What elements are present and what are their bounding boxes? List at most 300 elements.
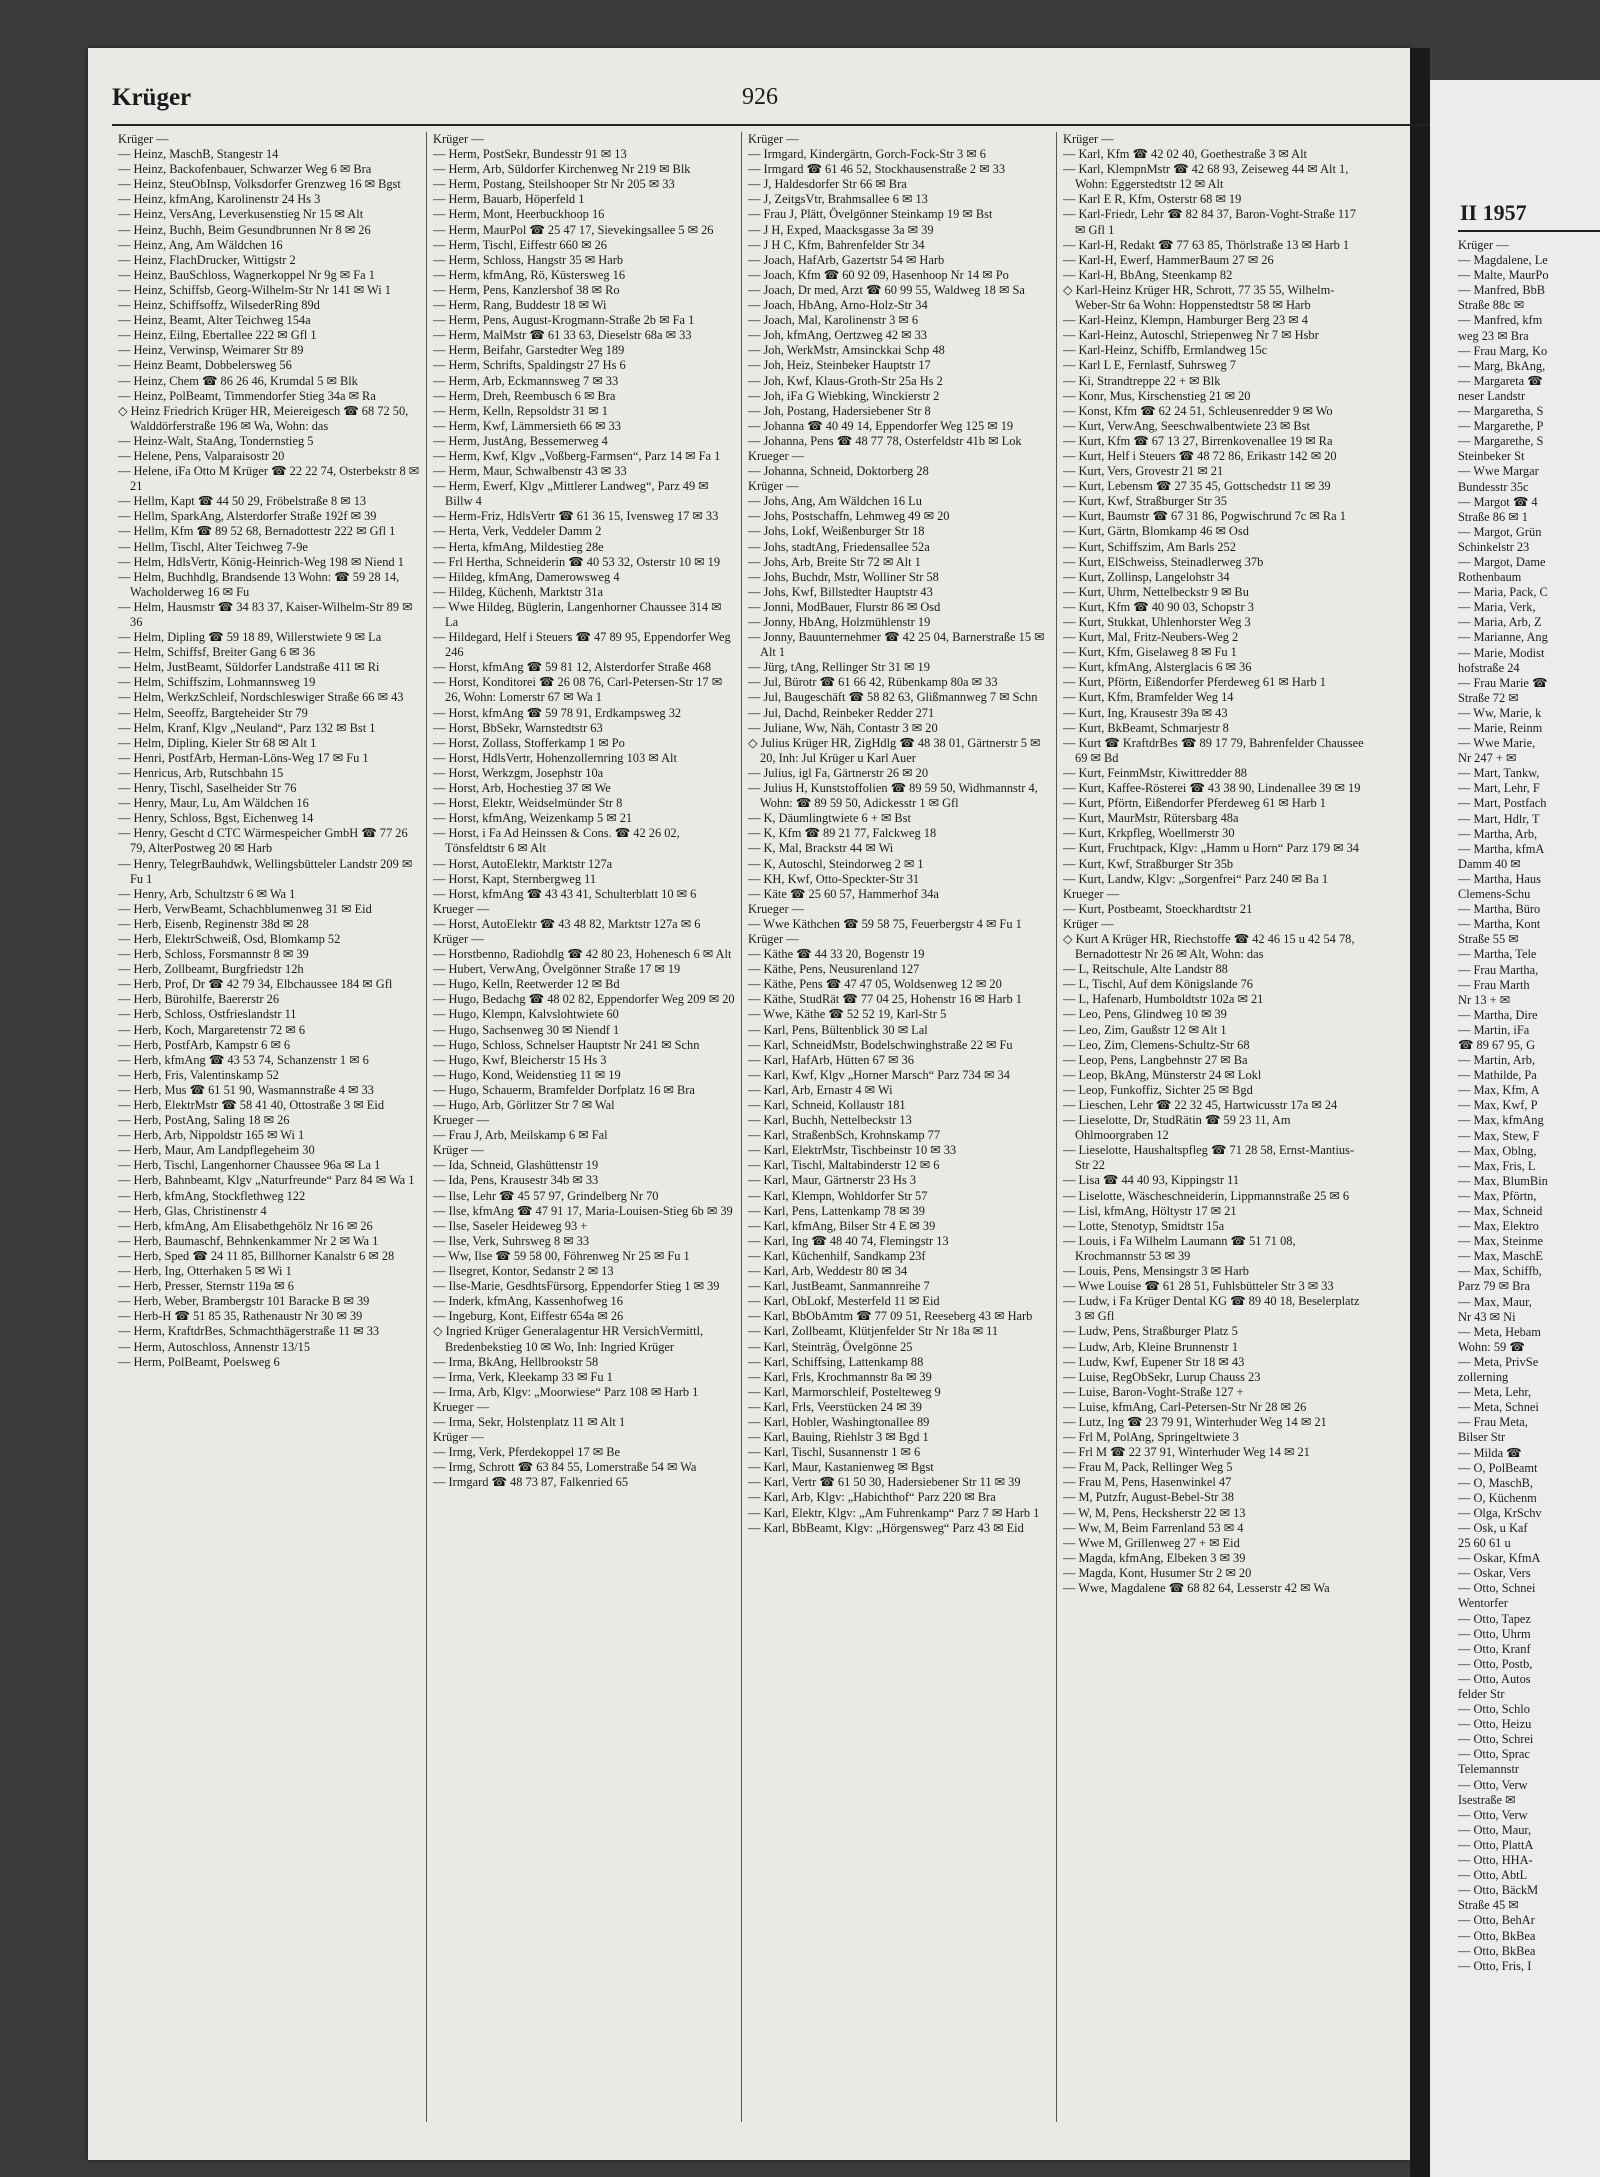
directory-entry: — Kurt, Baumstr ☎ 67 31 86, Pogwischrund 7c ✉ Ra 1	[1063, 509, 1346, 524]
directory-entry: — Jul, Bürotr ☎ 61 66 42, Rübenkamp 80a ✉ 33	[748, 675, 998, 690]
directory-entry-fragment: — Meta, Schnei	[1458, 1400, 1539, 1415]
directory-entry: — Helm, HdlsVertr, König-Heinrich-Weg 198 ✉ Niend 1	[118, 554, 404, 569]
directory-entry: — Karl, Pens, Bültenblick 30 ✉ Lal	[748, 1022, 928, 1037]
directory-entry-fragment: Rothenbaum	[1458, 570, 1522, 585]
directory-entry: — Herm, KraftdrBes, Schmachthägerstraße 11 ✉ 33	[118, 1324, 380, 1339]
directory-entry-fragment: — Maria, Pack, C	[1458, 585, 1548, 600]
directory-entry: — Louis, Pens, Mensingstr 3 ✉ Harb	[1063, 1264, 1249, 1279]
directory-entry: Krüger —	[433, 132, 484, 146]
directory-entry: Krüger —	[748, 132, 799, 146]
directory-entry: — Kurt, ElSchweiss, Steinadlerweg 37b	[1063, 554, 1264, 569]
directory-entry-fragment: — Milda ☎	[1458, 1445, 1522, 1460]
directory-entry: — Heinz, Schiffsb, Georg-Wilhelm-Str Nr 141 ✉ Wi 1	[118, 282, 391, 297]
directory-entry: — Frau J, Arb, Meilskamp 6 ✉ Fal	[433, 1128, 608, 1143]
directory-entry: — Kurt, Kfm ☎ 40 90 03, Schopstr 3	[1063, 599, 1254, 614]
directory-entry: ◇ Ingried Krüger Generalagentur HR VersichVermittl, Bredenbekstieg 10 ✉ Wo, Inh: Ingried Krüger	[433, 1324, 704, 1354]
directory-entry: — Karl, Ing ☎ 48 40 74, Flemingstr 13	[748, 1233, 949, 1248]
directory-entry: — Karl, Maur, Kastanienweg ✉ Bgst	[748, 1460, 934, 1475]
directory-entry: — Horst, Kapt, Sternbergweg 11	[433, 871, 597, 886]
directory-entry-fragment: — O, MaschB,	[1458, 1475, 1534, 1490]
directory-entry-fragment: — Mart, Lehr, F	[1458, 781, 1540, 796]
directory-entry: — M, Putzfr, August-Bebel-Str 38	[1063, 1490, 1234, 1505]
directory-entry: — Herb, Schloss, Ostfrieslandstr 11	[118, 1007, 297, 1022]
directory-entry: — Hildeg, Küchenh, Marktstr 31a	[433, 584, 603, 599]
directory-entry-fragment: — Max, BlumBin	[1458, 1173, 1548, 1188]
directory-entry: — Karl-Heinz, Autoschl, Striepenweg Nr 7 ✉ Hsbr	[1063, 328, 1319, 343]
directory-entry: — Heinz, MaschB, Stangestr 14	[118, 147, 279, 162]
directory-entry: — Konr, Mus, Kirschenstieg 21 ✉ 20	[1063, 388, 1251, 403]
directory-entry: — Frau J, Plätt, Övelgönner Steinkamp 19 ✉ Bst	[748, 207, 993, 222]
directory-entry: — Herb, Tischl, Langenhorner Chaussee 96a ✉ La 1	[118, 1158, 381, 1173]
directory-entry: — Hellm, Kfm ☎ 89 52 68, Bernadottestr 222 ✉ Gfl 1	[118, 524, 396, 539]
directory-entry: — Karl, kfmAng, Bilser Str 4 E ✉ 39	[748, 1218, 936, 1233]
directory-entry-fragment: — Mart, Hdlr, T	[1458, 811, 1540, 826]
directory-entry: — Irma, BkAng, Hellbrookstr 58	[433, 1354, 599, 1369]
directory-entry: — Magda, kfmAng, Elbeken 3 ✉ 39	[1063, 1550, 1246, 1565]
directory-entry: — Kurt, FeinmMstr, Kiwittredder 88	[1063, 765, 1247, 780]
directory-entry-fragment: Straße 72 ✉	[1458, 690, 1519, 705]
directory-entry: — Karl, Kfm ☎ 42 02 40, Goethestraße 3 ✉ Alt	[1063, 147, 1307, 162]
directory-entry: — Karl, HafArb, Hütten 67 ✉ 36	[748, 1052, 914, 1067]
directory-entry: — Herb, Glas, Christinenstr 4	[118, 1203, 267, 1218]
directory-entry-fragment: Wentorfer	[1458, 1596, 1508, 1611]
directory-entry-fragment: — Max, Oblng,	[1458, 1143, 1537, 1158]
directory-entry: — Kurt, Kaffee-Rösterei ☎ 43 38 90, Lindenallee 39 ✉ 19	[1063, 781, 1361, 796]
directory-entry: — Herm, Beifahr, Garstedter Weg 189	[433, 343, 625, 358]
directory-entry: — Herm, MaurPol ☎ 25 47 17, Sievekingsallee 5 ✉ 26	[433, 222, 714, 237]
directory-entry: — Ww, M, Beim Farrenland 53 ✉ 4	[1063, 1520, 1244, 1535]
directory-entry: — Herb, VerwBeamt, Schachblumenweg 31 ✉ Eid	[118, 901, 372, 916]
directory-entry: — Herm, Arb, Eckmannsweg 7 ✉ 33	[433, 373, 619, 388]
directory-entry: — Herb, Ing, Otterhaken 5 ✉ Wi 1	[118, 1264, 292, 1279]
directory-entry: — Frau M, Pack, Rellinger Weg 5	[1063, 1460, 1233, 1475]
directory-entry: Krueger —	[433, 1113, 490, 1128]
directory-entry: — Johs, stadtAng, Friedensallee 52a	[748, 539, 930, 554]
column-3	[742, 132, 1057, 2122]
directory-entry: — Joach, HafArb, Gazertstr 54 ✉ Harb	[748, 252, 945, 267]
directory-entry-fragment: — Otto, HHA-	[1458, 1853, 1533, 1868]
directory-entry: — Henry, Arb, Schultzstr 6 ✉ Wa 1	[118, 886, 296, 901]
directory-entry: — Herb, Zollbeamt, Burgfriedstr 12h	[118, 962, 304, 977]
directory-entry: — Karl, Pens, Lattenkamp 78 ✉ 39	[748, 1203, 925, 1218]
directory-entry-fragment: — Mathilde, Pa	[1458, 1068, 1537, 1083]
directory-entry: — Kurt, Gärtn, Blomkamp 46 ✉ Osd	[1063, 524, 1249, 539]
directory-entry: — Herb, PostfArb, Kampstr 6 ✉ 6	[118, 1037, 291, 1052]
directory-entry: — Johanna, Pens ☎ 48 77 78, Osterfeldstr 41b ✉ Lok	[748, 433, 1022, 448]
directory-entry: — Karl, JustBeamt, Sanmannreihe 7	[748, 1279, 930, 1294]
directory-entry: — Herb-H ☎ 51 85 35, Rathenaustr Nr 30 ✉ 39	[118, 1309, 363, 1324]
directory-entry: — Herm, JustAng, Bessemerweg 4	[433, 433, 608, 448]
directory-entry: — Heinz, SteuObInsp, Volksdorfer Grenzweg 16 ✉ Bgst	[118, 177, 401, 192]
directory-entry-fragment: — Frau Marg, Ko	[1458, 343, 1548, 358]
directory-entry: — Jürg, tAng, Rellinger Str 31 ✉ 19	[748, 660, 930, 675]
directory-entry: — Karl, Arb, Ernastr 4 ✉ Wi	[748, 1082, 893, 1097]
directory-entry-fragment: — Otto, AbtL	[1458, 1868, 1528, 1883]
directory-entry: — Henry, Schloss, Bgst, Eichenweg 14	[118, 811, 314, 826]
directory-entry-fragment: — Oskar, Vers	[1458, 1566, 1531, 1581]
directory-entry: — Irma, Arb, Klgv: „Moorwiese“ Parz 108 ✉ Harb 1	[433, 1384, 699, 1399]
directory-entry: — Kurt, Helf i Steuers ☎ 48 72 86, Erikastr 142 ✉ 20	[1063, 448, 1337, 463]
directory-entry: Krüger —	[118, 132, 169, 146]
directory-entry-fragment: — Max, kfmAng	[1458, 1113, 1544, 1128]
directory-entry: — K, Mal, Brackstr 44 ✉ Wi	[748, 841, 894, 856]
directory-entry: — Helm, Schiffszim, Lohmannsweg 19	[118, 675, 316, 690]
directory-entry: — Kurt, Lebensm ☎ 27 35 45, Gottschedstr 11 ✉ 39	[1063, 479, 1331, 494]
directory-entry: — Karl, Frls, Veerstücken 24 ✉ 39	[748, 1399, 922, 1414]
directory-entry: — Wwe, Magdalene ☎ 68 82 64, Lesserstr 42 ✉ Wa	[1063, 1581, 1330, 1595]
directory-entry: — Henri, PostfArb, Herman-Löns-Weg 17 ✉ Fu 1	[118, 750, 369, 765]
directory-entry: — Liselotte, Wäscheschneiderin, Lippmannstraße 25 ✉ 6	[1063, 1188, 1350, 1203]
directory-entry-fragment: — Max, Elektro	[1458, 1219, 1539, 1234]
directory-entry: — J, Haldesdorfer Str 66 ✉ Bra	[748, 177, 907, 192]
directory-entry: — Herm, Pens, August-Krogmann-Straße 2b ✉ Fa 1	[433, 313, 695, 328]
directory-entry: — Karl-Friedr, Lehr ☎ 82 84 37, Baron-Voght-Straße 117 ✉ Gfl 1	[1063, 207, 1356, 237]
directory-entry: — Horst, i Fa Ad Heinssen & Cons. ☎ 42 26 02, Tönsfeldtstr 6 ✉ Alt	[433, 826, 680, 856]
directory-entry-fragment: — Otto, Tapez	[1458, 1611, 1531, 1626]
directory-entry-fragment: — Max, Fris, L	[1458, 1158, 1536, 1173]
directory-entry: Krueger —	[433, 1399, 490, 1414]
directory-entry: Krüger —	[433, 1143, 484, 1158]
directory-entry: — Heinz, Beamt, Alter Teichweg 154a	[118, 313, 311, 328]
directory-entry-fragment: — Meta, Hebam	[1458, 1324, 1541, 1339]
directory-entry: — Heinz, FlachDrucker, Wittigstr 2	[118, 252, 296, 267]
directory-entry: — Karl, Elektr, Klgv: „Am Fuhrenkamp“ Parz 7 ✉ Harb 1	[748, 1505, 1040, 1520]
directory-entry: — Luise, kfmAng, Carl-Petersen-Str Nr 28 ✉ 26	[1063, 1399, 1307, 1414]
directory-entry: — Ida, Schneid, Glashüttenstr 19	[433, 1158, 599, 1173]
directory-entry: — Karl, Vertr ☎ 61 50 30, Hadersiebener Str 11 ✉ 39	[748, 1475, 1021, 1490]
directory-entry: — Kurt, Pförtn, Eißendorfer Pferdeweg 61 ✉ Harb 1	[1063, 796, 1326, 811]
directory-entry: — Herm, Arb, Süldorfer Kirchenweg Nr 219 ✉ Blk	[433, 162, 691, 177]
directory-entry-fragment: Parz 79 ✉ Bra	[1458, 1279, 1530, 1294]
directory-entry: — Kurt, Landw, Klgv: „Sorgenfrei“ Parz 240 ✉ Ba 1	[1063, 871, 1329, 886]
directory-entry: — Karl, Tischl, Maltabinderstr 12 ✉ 6	[748, 1158, 940, 1173]
directory-entry-fragment: Straße 55 ✉	[1458, 932, 1519, 947]
directory-entry-fragment: — Max, Maur,	[1458, 1294, 1532, 1309]
directory-entry-fragment: — Margot, Dame	[1458, 554, 1546, 569]
directory-entry: — Karl, Kwf, Klgv „Horner Marsch“ Parz 734 ✉ 34	[748, 1067, 1010, 1082]
directory-entry-fragment: Bilser Str	[1458, 1430, 1506, 1445]
directory-entry-fragment: — Max, Kfm, A	[1458, 1083, 1540, 1098]
directory-entry-fragment: 25 60 61 u	[1458, 1536, 1511, 1551]
directory-entry: — Hildegard, Helf i Steuers ☎ 47 89 95, Eppendorfer Weg 246	[433, 630, 731, 660]
directory-entry: — Kurt, MaurMstr, Rütersbarg 48a	[1063, 811, 1239, 826]
directory-entry: Krüger —	[433, 1430, 484, 1445]
directory-entry: — Kurt, VerwAng, Seeschwalbentwiete 23 ✉ Bst	[1063, 418, 1310, 433]
directory-entry: — Herb, Arb, Nippoldstr 165 ✉ Wi 1	[118, 1128, 305, 1143]
directory-entry: — Horst, Zollass, Stofferkamp 1 ✉ Po	[433, 735, 625, 750]
directory-entry-fragment: — Mart, Postfach	[1458, 796, 1547, 811]
directory-entry: — Herm, Autoschloss, Annenstr 13/15	[118, 1339, 311, 1354]
header-name: Krüger	[112, 84, 192, 111]
directory-entry-fragment: Nr 247 + ✉	[1458, 751, 1517, 766]
directory-entry: — Frl Hertha, Schneiderin ☎ 40 53 32, Osterstr 10 ✉ 19	[433, 554, 721, 569]
directory-entry-fragment: — Martha, Arb,	[1458, 826, 1538, 841]
directory-entry: — Ludw, Pens, Straßburger Platz 5	[1063, 1324, 1238, 1339]
directory-entry: — Helm, Schiffsf, Breiter Gang 6 ✉ 36	[118, 645, 316, 660]
directory-entry: — Henry, Tischl, Saselheider Str 76	[118, 781, 297, 796]
directory-entry: — Heinz, Ang, Am Wäldchen 16	[118, 237, 283, 252]
directory-entry: — Johs, Postschaffn, Lehmweg 49 ✉ 20	[748, 509, 950, 524]
directory-entry: — Joh, iFa G Wiebking, Winckierstr 2	[748, 388, 940, 403]
directory-entry: — Kurt, Kfm, Giselaweg 8 ✉ Fu 1	[1063, 645, 1237, 660]
directory-entry: — Karl, SchneidMstr, Bodelschwinghstraße 22 ✉ Fu	[748, 1037, 1013, 1052]
directory-entry: — Karl L E, Fernlastf, Suhrsweg 7	[1063, 358, 1236, 373]
directory-entry: — Jonni, ModBauer, Flurstr 86 ✉ Osd	[748, 599, 941, 614]
directory-entry-fragment: — Marianne, Ang	[1458, 630, 1548, 645]
directory-entry: — Karl, Arb, Klgv: „Habichthof“ Parz 220 ✉ Bra	[748, 1490, 996, 1505]
directory-entry: — Irmg, Schrott ☎ 63 84 55, Lomerstraße 54 ✉ Wa	[433, 1460, 697, 1475]
directory-entry: — Ingeburg, Kont, Eiffestr 654a ✉ 26	[433, 1309, 624, 1324]
directory-entry: — Lisl, kfmAng, Höltystr 17 ✉ 21	[1063, 1203, 1237, 1218]
directory-entry: — Karl, Bauing, Riehlstr 3 ✉ Bgd 1	[748, 1430, 929, 1445]
directory-entry-fragment: — Magdalene, Le	[1458, 253, 1548, 268]
directory-entry: — Kurt, BkBeamt, Schmarjestr 8	[1063, 720, 1229, 735]
directory-entry: — KH, Kwf, Otto-Speckter-Str 31	[748, 871, 920, 886]
directory-entry: — Leop, Funkoffiz, Sichter 25 ✉ Bgd	[1063, 1082, 1253, 1097]
directory-entry: — Käte ☎ 25 60 57, Hammerhof 34a	[748, 886, 939, 901]
directory-entry: Krueger —	[748, 448, 805, 463]
directory-entry: ◇ Julius Krüger HR, ZigHdlg ☎ 48 38 01, Gärtnerstr 5 ✉ 20, Inh: Jul Krüger u Karl Auer	[748, 735, 1041, 765]
directory-entry: — Jul, Dachd, Reinbeker Redder 271	[748, 705, 935, 720]
directory-entry-fragment: — Margarethe, P	[1458, 419, 1544, 434]
directory-entry-fragment: — Otto, Schrei	[1458, 1732, 1534, 1747]
directory-entry: — Wwe Hildeg, Büglerin, Langenhorner Chaussee 314 ✉ La	[433, 599, 722, 629]
directory-entry: — Helm, JustBeamt, Süldorfer Landstraße 411 ✉ Ri	[118, 660, 380, 675]
directory-entry: — Herm, Schloss, Hangstr 35 ✉ Harb	[433, 252, 624, 267]
directory-entry: Krueger —	[433, 901, 490, 916]
directory-entry-fragment: Nr 13 + ✉	[1458, 992, 1511, 1007]
right-page-column	[1458, 238, 1600, 1974]
directory-entry: — Karl, KlempnMstr ☎ 42 68 93, Zeiseweg 44 ✉ Alt 1, Wohn: Eggerstedtstr 12 ✉ Alt	[1063, 162, 1349, 192]
directory-entry: — Leop, Pens, Langbehnstr 27 ✉ Ba	[1063, 1052, 1248, 1067]
column-1	[112, 132, 427, 2122]
directory-entry-fragment: — Frau Meta,	[1458, 1415, 1528, 1430]
directory-entry: — Herb, Koch, Margaretenstr 72 ✉ 6	[118, 1022, 306, 1037]
directory-entry: — Luise, Baron-Voght-Straße 127 +	[1063, 1384, 1244, 1399]
directory-entry-fragment: Straße 86 ✉ 1	[1458, 509, 1528, 524]
directory-entry: — Wwe, Käthe ☎ 52 52 19, Karl-Str 5	[748, 1007, 947, 1022]
directory-entry-fragment: — Martin, Arb,	[1458, 1053, 1536, 1068]
directory-entry-fragment: — Martha, Dire	[1458, 1007, 1538, 1022]
directory-entry: — Herb, Bahnbeamt, Klgv „Naturfreunde“ Parz 84 ✉ Wa 1	[118, 1173, 415, 1188]
directory-entry-fragment: — Marie, Modist	[1458, 645, 1545, 660]
directory-entry: — Horst, AutoElektr, Marktstr 127a	[433, 856, 613, 871]
directory-entry: — L, Tischl, Auf dem Königslande 76	[1063, 977, 1253, 992]
directory-entry: — Karl, Buchh, Nettelbeckstr 13	[748, 1113, 912, 1128]
directory-entry: — Leo, Zim, Clemens-Schultz-Str 68	[1063, 1037, 1250, 1052]
directory-entry-fragment: — O, PolBeamt	[1458, 1460, 1538, 1475]
page-number: 926	[742, 84, 778, 110]
directory-entry: — Herb, kfmAng ☎ 43 53 74, Schanzenstr 1 ✉ 6	[118, 1052, 369, 1067]
directory-entry: — Helm, Hausmstr ☎ 34 83 37, Kaiser-Wilhelm-Str 89 ✉ 36	[118, 599, 413, 629]
directory-entry: — Herm, Pens, Kanzlershof 38 ✉ Ro	[433, 282, 620, 297]
directory-entry: — Magda, Kont, Husumer Str 2 ✉ 20	[1063, 1565, 1252, 1580]
directory-entry: — Herb, kfmAng, Stockflethweg 122	[118, 1188, 306, 1203]
directory-entry: — Herb, Fris, Valentinskamp 52	[118, 1067, 279, 1082]
directory-entry: — Horst, BbSekr, Warnstedtstr 63	[433, 720, 603, 735]
directory-entry: — J H C, Kfm, Bahrenfelder Str 34	[748, 237, 925, 252]
directory-entry: — Juliane, Ww, Näh, Contastr 3 ✉ 20	[748, 720, 938, 735]
directory-entry-fragment: — Frau Marth	[1458, 977, 1530, 992]
header-rule	[112, 124, 1564, 126]
directory-entry: — Inderk, kfmAng, Kassenhofweg 16	[433, 1294, 623, 1309]
directory-entry: — Herm, Postang, Steilshooper Str Nr 205 ✉ 33	[433, 177, 675, 192]
directory-entry: — Lieselotte, Dr, StudRätin ☎ 59 23 11, Am Ohlmoorgraben 12	[1063, 1113, 1291, 1143]
directory-entry: — Kurt ☎ KraftdrBes ☎ 89 17 79, Bahrenfelder Chaussee 69 ✉ Bd	[1063, 735, 1364, 765]
directory-entry: — Johanna ☎ 40 49 14, Eppendorfer Weg 125 ✉ 19	[748, 418, 1014, 433]
directory-entry: — Kurt, Stukkat, Uhlenhorster Weg 3	[1063, 615, 1251, 629]
directory-entry-fragment: Telemannstr	[1458, 1762, 1520, 1777]
directory-entry: — Johs, Kwf, Billstedter Hauptstr 43	[748, 584, 933, 599]
directory-entry: — Herm-Friz, HdlsVertr ☎ 61 36 15, Ivensweg 17 ✉ 33	[433, 509, 719, 524]
directory-entry: — Karl, Steinträg, Övelgönne 25	[748, 1339, 913, 1354]
directory-entry: — Herb, Mus ☎ 61 51 90, Wasmannstraße 4 ✉ 33	[118, 1082, 374, 1097]
directory-entry-fragment: Schinkelstr 23	[1458, 539, 1530, 554]
directory-entry: — Herm, PostSekr, Bundesstr 91 ✉ 13	[433, 147, 627, 162]
directory-entry-fragment: — Otto, Verw	[1458, 1777, 1528, 1792]
directory-entry-fragment: — Olga, KrSchv	[1458, 1505, 1542, 1520]
directory-entry-fragment: — Martin, iFa	[1458, 1022, 1530, 1037]
directory-entry: — Herb, ElektrMstr ☎ 58 41 40, Ottostraße 3 ✉ Eid	[118, 1098, 385, 1112]
directory-entry: — Konst, Kfm ☎ 62 24 51, Schleusenredder 9 ✉ Wo	[1063, 403, 1333, 418]
directory-entry: — Horst, AutoElektr ☎ 43 48 82, Marktstr 127a ✉ 6	[433, 916, 701, 931]
directory-entry: — Kurt, kfmAng, Alsterglacis 6 ✉ 36	[1063, 660, 1252, 675]
directory-entry: Krüger —	[1063, 132, 1114, 146]
directory-entry: — Irmgard, Kindergärtn, Gorch-Fock-Str 3 ✉ 6	[748, 147, 986, 162]
directory-entry: — Kurt, Uhrm, Nettelbeckstr 9 ✉ Bu	[1063, 584, 1249, 599]
directory-entry: — Irmg, Verk, Pferdekoppel 17 ✉ Be	[433, 1445, 621, 1460]
directory-entry: Krüger —	[748, 479, 799, 494]
directory-entry: — Horst, kfmAng ☎ 59 78 91, Erdkampsweg 32	[433, 705, 682, 720]
directory-entry-fragment: zollerning	[1458, 1370, 1509, 1385]
directory-entry: — Joh, Kwf, Klaus-Groth-Str 25a Hs 2	[748, 373, 943, 388]
directory-entry: — L, Hafenarb, Humboldtstr 102a ✉ 21	[1063, 992, 1264, 1007]
directory-entry: — Kurt, Postbeamt, Stoeckhardtstr 21	[1063, 901, 1253, 916]
directory-entry-fragment: — Manfred, kfm	[1458, 313, 1543, 328]
directory-entry: — Heinz, kfmAng, Karolinenstr 24 Hs 3	[118, 192, 321, 207]
directory-entry: — Irma, Sekr, Holstenplatz 11 ✉ Alt 1	[433, 1414, 626, 1429]
directory-entry: — Ludw, Arb, Kleine Brunnenstr 1	[1063, 1339, 1239, 1354]
directory-entry: — Ludw, i Fa Krüger Dental KG ☎ 89 40 18, Beselerplatz 3 ✉ Gfl	[1063, 1294, 1360, 1324]
directory-entry: — Heinz Beamt, Dobbelersweg 56	[118, 358, 292, 373]
directory-entry: — Leo, Zim, Gaußstr 12 ✉ Alt 1	[1063, 1022, 1227, 1037]
directory-entry: — Herb, Schloss, Forsmannstr 8 ✉ 39	[118, 947, 309, 962]
directory-entry-fragment: — Martha, Kont	[1458, 917, 1541, 932]
directory-entry-fragment: — Wwe Marie,	[1458, 736, 1536, 751]
right-page-rule	[1458, 230, 1600, 232]
directory-entry-fragment: Bundesstr 35c	[1458, 479, 1529, 494]
directory-entry: — Ilse, kfmAng ☎ 47 91 17, Maria-Louisen-Stieg 6b ✉ 39	[433, 1203, 733, 1218]
directory-entry-fragment: Straße 45 ✉	[1458, 1898, 1519, 1913]
directory-entry: — Herb, Eisenb, Reginenstr 38d ✉ 28	[118, 916, 309, 931]
directory-entry: — Ww, Ilse ☎ 59 58 00, Föhrenweg Nr 25 ✉ Fu 1	[433, 1248, 690, 1263]
directory-entry-fragment: — Osk, u Kaf	[1458, 1520, 1528, 1535]
directory-entry: — Hugo, Klempn, Kalvslohtwiete 60	[433, 1007, 619, 1022]
directory-entry-fragment: — Martha, Tele	[1458, 947, 1537, 962]
directory-entry: — Herb, Sped ☎ 24 11 85, Billhorner Kanalstr 6 ✉ 28	[118, 1248, 395, 1263]
directory-entry: — Horst, Arb, Hochestieg 37 ✉ We	[433, 781, 611, 796]
directory-entry-fragment: — Ww, Marie, k	[1458, 705, 1542, 720]
directory-entry-fragment: — Max, Pförtn,	[1458, 1188, 1537, 1203]
directory-entry: — Herm, Rang, Buddestr 18 ✉ Wi	[433, 298, 607, 313]
directory-entry-fragment: — Otto, BäckM	[1458, 1883, 1539, 1898]
directory-entry: — Helene, iFa Otto M Krüger ☎ 22 22 74, Osterbekstr 8 ✉ 21	[118, 464, 420, 494]
directory-entry: — Karl, Klempn, Wohldorfer Str 57	[748, 1188, 928, 1203]
directory-entry: — Karl, Küchenhilf, Sandkamp 23f	[748, 1248, 926, 1263]
directory-entry: — Herb, Prof, Dr ☎ 42 79 34, Elbchaussee 184 ✉ Gfl	[118, 977, 393, 992]
directory-entry: — Frl M, PolAng, Springeltwiete 3	[1063, 1430, 1239, 1445]
directory-entry: — Herm, MalMstr ☎ 61 33 63, Dieselstr 68a ✉ 33	[433, 328, 692, 343]
directory-entry: — K, Kfm ☎ 89 21 77, Falckweg 18	[748, 826, 937, 841]
directory-entry: — Horst, kfmAng ☎ 43 43 41, Schulterblatt 10 ✉ 6	[433, 886, 697, 901]
directory-entry-fragment: — Otto, Sprac	[1458, 1747, 1530, 1762]
directory-entry: — Karl-Heinz, Schiffb, Ermlandweg 15c	[1063, 343, 1268, 358]
directory-entry: — Horstbenno, Radiohdlg ☎ 42 80 23, Hohenesch 6 ✉ Alt	[433, 947, 732, 962]
directory-entry-fragment: — Otto, Schnei	[1458, 1581, 1536, 1596]
directory-entry: — Herb, Presser, Sternstr 119a ✉ 6	[118, 1279, 294, 1294]
directory-entry: — Karl, BbObAmtm ☎ 77 09 51, Reeseberg 43 ✉ Harb	[748, 1309, 1033, 1324]
directory-entry: — Herm, Ewerf, Klgv „Mittlerer Landweg“, Parz 49 ✉ Billw 4	[433, 479, 709, 509]
directory-entry-fragment: — Otto, Verw	[1458, 1807, 1528, 1822]
directory-entry-fragment: — Margarethe, S	[1458, 434, 1544, 449]
directory-entry: — Heinz, VersAng, Leverkusenstieg Nr 15 ✉ Alt	[118, 207, 364, 222]
directory-entry: — Joach, HbAng, Arno-Holz-Str 34	[748, 298, 928, 313]
directory-entry-fragment: hofstraße 24	[1458, 660, 1520, 675]
directory-entry-fragment: — Oskar, KfmA	[1458, 1551, 1541, 1566]
directory-entry-fragment: — Maria, Verk,	[1458, 600, 1536, 615]
directory-entry: — Herm, Schrifts, Spaldingstr 27 Hs 6	[433, 358, 626, 373]
directory-entry: — Karl-Heinz, Klempn, Hamburger Berg 23 ✉ 4	[1063, 313, 1308, 328]
directory-entry-fragment: — Martha, Büro	[1458, 902, 1541, 917]
directory-entry-fragment: — Otto, BkBea	[1458, 1928, 1536, 1943]
directory-entry: — Hellm, SparkAng, Alsterdorfer Straße 192f ✉ 39	[118, 509, 377, 524]
directory-entry: — Herb, Baumaschf, Behnkenkammer Nr 2 ✉ Wa 1	[118, 1233, 379, 1248]
directory-entry: — Hellm, Tischl, Alter Teichweg 7-9e	[118, 539, 308, 554]
directory-entry: — Ilsegret, Kontor, Sedanstr 2 ✉ 13	[433, 1264, 614, 1279]
directory-entry: — Herb, Maur, Am Landpflegeheim 30	[118, 1143, 315, 1158]
directory-entry: — Kurt, Krkpfleg, Woellmerstr 30	[1063, 826, 1235, 841]
directory-entry: — Kurt, Vers, Grovestr 21 ✉ 21	[1063, 464, 1224, 479]
directory-entry: — Julius, igl Fa, Gärtnerstr 26 ✉ 20	[748, 765, 929, 780]
directory-entry-fragment: Krüger —	[1458, 238, 1509, 252]
directory-entry: — Leop, BkAng, Münsterstr 24 ✉ Lokl	[1063, 1067, 1262, 1082]
directory-entry-fragment: — Otto, Uhrm	[1458, 1626, 1531, 1641]
directory-entry: — Ilse, Lehr ☎ 45 57 97, Grindelberg Nr 70	[433, 1188, 659, 1203]
directory-entry: — Joh, Heiz, Steinbeker Hauptstr 17	[748, 358, 931, 373]
directory-entry: — Karl-H, BbAng, Steenkamp 82	[1063, 267, 1233, 282]
directory-entry: — Hugo, Kelln, Reetwerder 12 ✉ Bd	[433, 977, 620, 992]
directory-entry: — Horst, Elektr, Weidselmünder Str 8	[433, 796, 623, 811]
directory-entry: — Herm, Tischl, Eiffestr 660 ✉ 26	[433, 237, 607, 252]
directory-entry: Krüger —	[748, 931, 799, 946]
directory-entry: — Heinz-Walt, StaAng, Tondernstieg 5	[118, 433, 314, 448]
directory-entry: — Herta, Verk, Veddeler Damm 2	[433, 524, 602, 539]
directory-entry: — Leo, Pens, Glindweg 10 ✉ 39	[1063, 1007, 1227, 1022]
directory-entry: — Heinz, Schiffsoffz, WilsederRing 89d	[118, 298, 320, 313]
directory-entry: — Hugo, Bedachg ☎ 48 02 82, Eppendorfer Weg 209 ✉ 20	[433, 992, 735, 1007]
directory-entry: — J H, Exped, Maacksgasse 3a ✉ 39	[748, 222, 934, 237]
directory-entry: — Jonny, Bauunternehmer ☎ 42 25 04, Barnerstraße 15 ✉ Alt 1	[748, 630, 1045, 660]
directory-entry: — Heinz, Backofenbauer, Schwarzer Weg 6 ✉ Bra	[118, 162, 372, 177]
directory-entry: — Irma, Verk, Kleekamp 33 ✉ Fu 1	[433, 1369, 613, 1384]
directory-entry: — Kurt, Ing, Krausestr 39a ✉ 43	[1063, 705, 1228, 720]
directory-entry-fragment: — Maria, Arb, Z	[1458, 615, 1542, 630]
directory-entry: ◇ Karl-Heinz Krüger HR, Schrott, 77 35 55, Wilhelm-Weber-Str 6a Wohn: Hoppenstedtstr 58 ✉ Harb	[1063, 282, 1335, 313]
directory-entry-fragment: — Otto, BkBea	[1458, 1943, 1536, 1958]
directory-entry: — Heinz, Eilng, Ebertallee 222 ✉ Gfl 1	[118, 328, 317, 343]
directory-entry: — J, ZeitgsVtr, Brahmsallee 6 ✉ 13	[748, 192, 928, 207]
directory-page-right	[1430, 80, 1600, 2177]
